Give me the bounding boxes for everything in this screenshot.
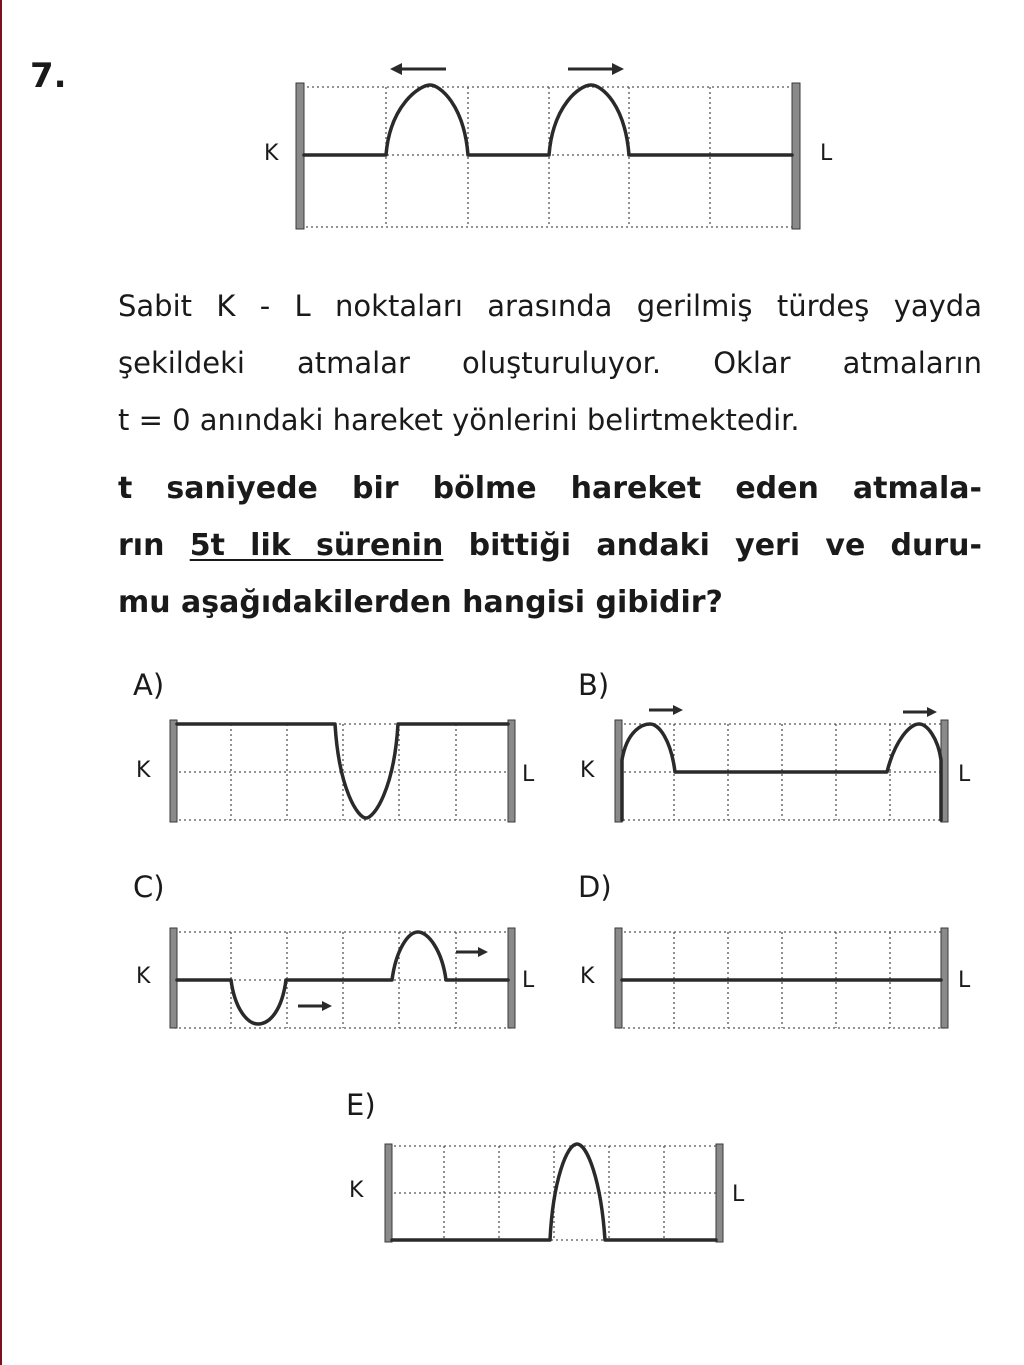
option-b-right-arrow-icon bbox=[903, 707, 937, 717]
option-d-label: D) bbox=[578, 870, 612, 904]
option-d-label-k: K bbox=[580, 964, 595, 989]
option-a-right-wall bbox=[508, 720, 515, 822]
question-number: 7. bbox=[30, 56, 67, 96]
option-b-figure bbox=[605, 700, 965, 830]
option-c-label-k: K bbox=[136, 964, 151, 989]
option-a-figure bbox=[160, 710, 530, 830]
option-c-label-l: L bbox=[522, 968, 535, 993]
main-grid bbox=[302, 87, 795, 227]
option-d-label-l: L bbox=[958, 968, 971, 993]
option-a-label-k: K bbox=[136, 758, 151, 783]
rope-with-pulses bbox=[304, 85, 792, 155]
option-c-figure bbox=[160, 920, 530, 1040]
option-a-left-wall bbox=[170, 720, 177, 822]
question-line-2 bbox=[118, 517, 982, 574]
option-b-label-k: K bbox=[580, 758, 595, 783]
option-e-label: E) bbox=[346, 1088, 376, 1122]
question-line-3: mu aşağıdakilerden hangisi gibidir? bbox=[118, 585, 723, 620]
option-c-left-wall bbox=[170, 928, 177, 1028]
question-line-1: t saniyede bir bölme hareket eden atmala- bbox=[118, 471, 982, 506]
option-c-lower-arrow-icon bbox=[298, 1001, 332, 1011]
main-label-k: K bbox=[264, 141, 279, 166]
option-e-right-wall bbox=[716, 1144, 723, 1242]
option-e-figure bbox=[375, 1130, 735, 1250]
paragraph-line-2: şekildeki atmalar oluşturuluyor. Oklar atmaların bbox=[118, 346, 982, 380]
option-a-label: A) bbox=[133, 668, 165, 702]
page-edge-line bbox=[0, 0, 2, 1365]
question-line-2-post: bittiği andaki yeri ve duru- bbox=[443, 528, 982, 563]
option-b-left-arrow-icon bbox=[649, 705, 683, 715]
option-b-label: B) bbox=[578, 668, 610, 702]
option-c-right-wall bbox=[508, 928, 515, 1028]
option-e-rope bbox=[392, 1144, 716, 1240]
option-c-upper-arrow-icon bbox=[456, 947, 488, 957]
option-a-label-l: L bbox=[522, 762, 535, 787]
right-arrow-icon bbox=[568, 63, 624, 75]
question-line-2-pre: rın bbox=[118, 528, 190, 563]
paragraph-line-3: t = 0 anındaki hareket yönlerini belirtmektedir. bbox=[118, 403, 800, 437]
left-arrow-icon bbox=[390, 63, 446, 75]
option-e-label-l: L bbox=[732, 1182, 745, 1207]
option-d-figure bbox=[605, 920, 965, 1040]
option-e-left-wall bbox=[385, 1144, 392, 1242]
option-d-left-wall bbox=[615, 928, 622, 1028]
option-d-right-wall bbox=[941, 928, 948, 1028]
option-b-label-l: L bbox=[958, 762, 971, 787]
option-a-rope bbox=[177, 724, 508, 818]
option-c-label: C) bbox=[133, 870, 165, 904]
paragraph-line-1: Sabit K - L noktaları arasında gerilmiş türdeş yayda bbox=[118, 289, 982, 323]
option-e-label-k: K bbox=[349, 1178, 364, 1203]
question-underlined-phrase: 5t lik sürenin bbox=[189, 528, 444, 563]
main-figure bbox=[280, 55, 840, 245]
main-label-l: L bbox=[820, 141, 833, 166]
